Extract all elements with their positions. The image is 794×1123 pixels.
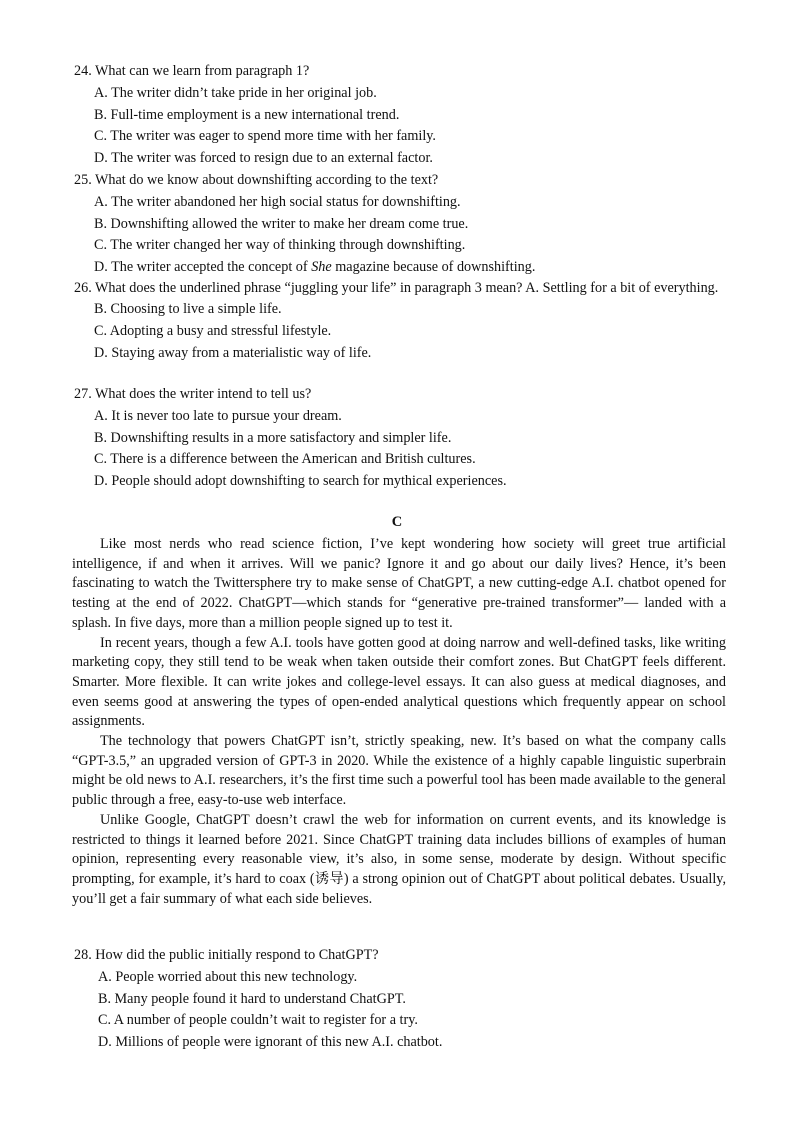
- question-stem-with-option-a: 26. What does the underlined phrase “juggling your life” in paragraph 3 mean? A. Settling for a bit of everything.: [74, 280, 719, 296]
- option-d-text-start: D. The writer accepted the concept of: [94, 259, 312, 276]
- paragraph-1: Like most nerds who read science fiction, I’ve kept wondering how society will greet true artificial intelligence, if and when it arrives. Will we panic? Ignore it and go about our daily lives? Hence, it’s been fascinating to watch the Twittersphere try to make sense of ChatGPT, a new cutting-edge A.I. chatbot opened for testing at the end of 2022. ChatGPT—which stands for “generative pre-trained transformer”— landed with a splash. In five days, more than a million people signed up to test it.: [72, 536, 726, 631]
- option-b: B. Downshifting results in a more satisfactory and simpler life.: [94, 429, 452, 446]
- option-d: [74, 257, 754, 279]
- paragraph-4: Unlike Google, ChatGPT doesn’t crawl the web for information on current events, and its knowledge is restricted to things it learned before 2021. Since ChatGPT training data includes billions of examples of human opinion, representing every reasonable view, it’s also, in some sense, moderate by design. Without specific prompting, for example, it’s hard to coax (诱导) a strong opinion out of ChatGPT about political debates. Usually, you’ll get a fair summary of what each side believes.: [72, 811, 726, 907]
- option-b: B. Full-time employment is a new international trend.: [94, 106, 400, 123]
- option-c: C. The writer was eager to spend more time with her family.: [94, 128, 436, 145]
- question-stem: 27. What does the writer intend to tell us?: [74, 386, 312, 402]
- question-stem: 24. What can we learn from paragraph 1?: [74, 63, 310, 79]
- question-28: [74, 945, 754, 1054]
- paragraph-2: In recent years, though a few A.I. tools have gotten good at doing narrow and well-defined tasks, like writing marketing copy, they still tend to be weak when taken outside their comfort zones. But ChatGPT feels different. Smarter. More flexible. It can write jokes and college-level essays. It can also guess at medical diagnoses, and even seems good at answering the types of open-ended analytical questions which frequently appear on school assignments.: [72, 634, 726, 730]
- option-d: D. Staying away from a materialistic way of life.: [94, 344, 372, 361]
- section-title: C: [391, 514, 403, 530]
- option-d: D. People should adopt downshifting to search for mythical experiences.: [94, 473, 507, 490]
- option-c: C. There is a difference between the American and British cultures.: [94, 451, 476, 468]
- option-a: A. People worried about this new technology.: [98, 968, 358, 985]
- question-stem: 25. What do we know about downshifting according to the text?: [74, 172, 439, 188]
- option-c: C. Adopting a busy and stressful lifestyle.: [94, 322, 332, 339]
- question-26: [74, 278, 754, 364]
- option-d-text-end: magazine because of downshifting.: [331, 259, 536, 276]
- option-b: B. Downshifting allowed the writer to make her dream come true.: [94, 215, 469, 232]
- magazine-title: She: [311, 259, 332, 276]
- option-b: B. Choosing to live a simple life.: [94, 301, 282, 317]
- question-stem: 28. How did the public initially respond to ChatGPT?: [74, 947, 379, 963]
- option-a: A. The writer didn’t take pride in her original job.: [94, 84, 377, 101]
- question-24: [74, 61, 754, 170]
- reading-passage: [72, 535, 726, 909]
- option-a: A. It is never too late to pursue your dream.: [94, 407, 342, 424]
- question-25: [74, 170, 754, 279]
- option-d: D. Millions of people were ignorant of this new A.I. chatbot.: [98, 1034, 443, 1051]
- option-a: A. The writer abandoned her high social status for downshifting.: [94, 193, 461, 210]
- option-c: C. The writer changed her way of thinking through downshifting.: [94, 237, 466, 254]
- option-b: B. Many people found it hard to understand ChatGPT.: [98, 990, 406, 1007]
- question-27: [74, 384, 754, 493]
- option-d: D. The writer was forced to resign due to an external factor.: [94, 150, 433, 167]
- option-c: C. A number of people couldn’t wait to register for a try.: [98, 1012, 418, 1029]
- paragraph-3: The technology that powers ChatGPT isn’t, strictly speaking, new. It’s based on what the company calls “GPT-3.5,” an upgraded version of GPT-3 in 2020. While the existence of a highly capable linguistic superbrain might be old news to A.I. researchers, it’s the first time such a powerful tool has been made available to the general public through a free, easy-to-use web interface.: [72, 733, 726, 809]
